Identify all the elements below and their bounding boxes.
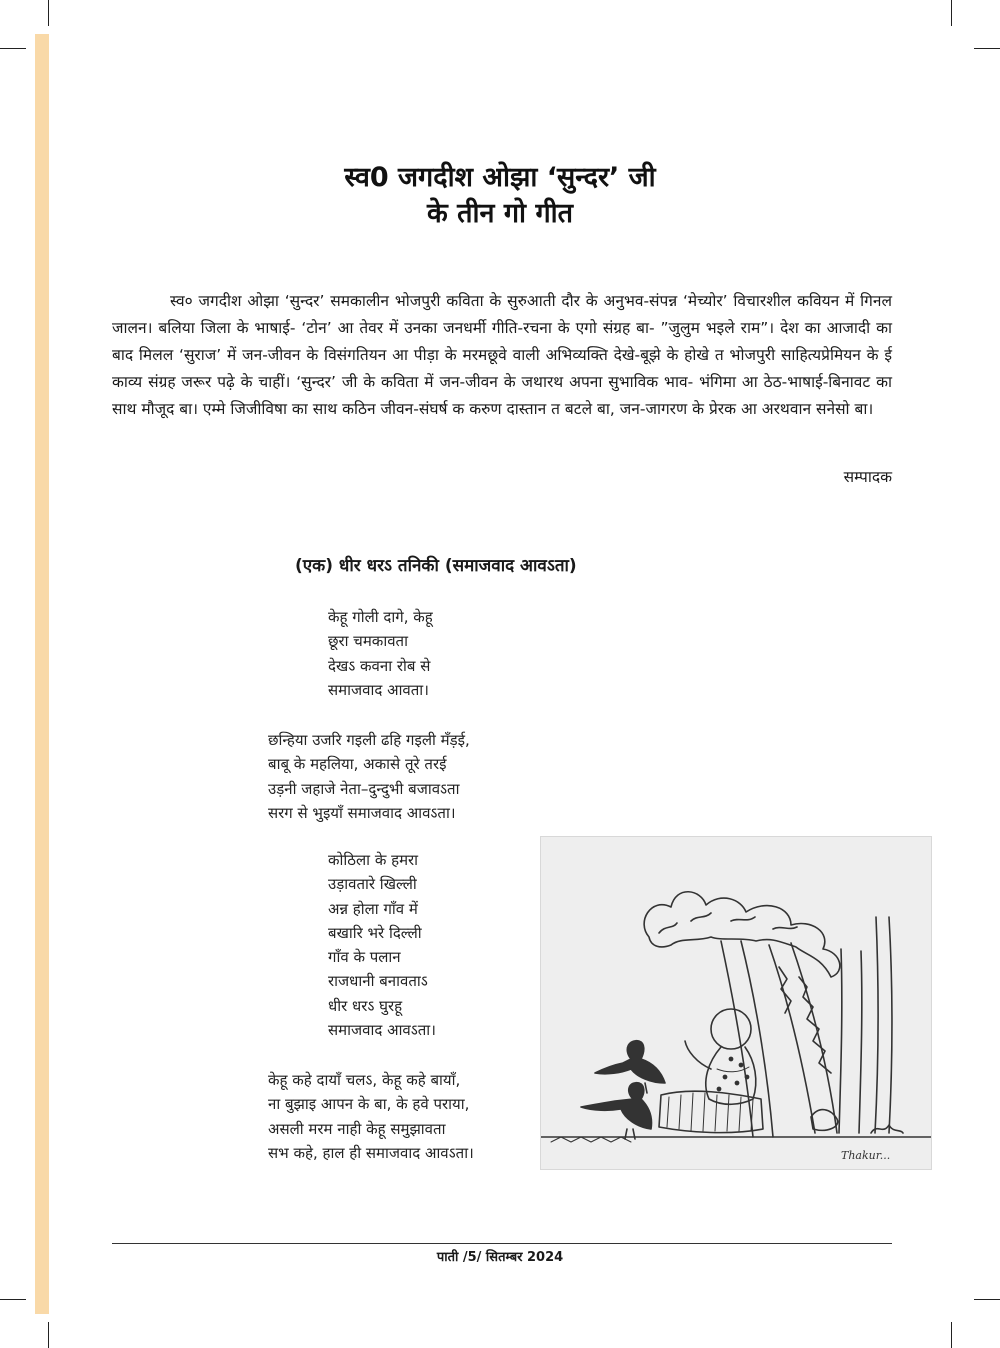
poem-line: बखारि भरे दिल्ली <box>328 923 422 942</box>
poem-line: कोठिला के हमरा <box>328 851 419 869</box>
crop-mark <box>0 1299 26 1300</box>
poem-line: अन्न होला गाँव में <box>328 899 418 918</box>
margin-color-bar <box>35 34 49 1314</box>
poem-line: उड़नी जहाजे नेता–दुन्दुभी बजावऽता <box>268 779 460 798</box>
sketch-artist-signature: Thakur... <box>841 1149 891 1162</box>
poem-line: छूरा चमकावता <box>328 632 408 651</box>
poem-title: (एक) धीर धरऽ तनिकी (समाजवाद आवऽता) <box>295 556 577 576</box>
poem-line: उड़ावतारे खिल्ली <box>328 875 417 894</box>
poem-line: छन्हिया उजरि गइली ढहि गइली मँड़ई, <box>268 731 470 749</box>
poem-line: समाजवाद आवऽता। <box>328 1021 436 1040</box>
poem-line: समाजवाद आवता। <box>328 680 429 699</box>
crop-mark <box>0 48 26 49</box>
poem-line: राजधानी बनावताऽ <box>328 972 428 991</box>
sketch-tree-trunk <box>839 949 842 1133</box>
poem-line: बाबू के महलिया, अकासे तूरे तरई <box>268 755 447 774</box>
sketch-crow <box>581 1083 652 1129</box>
crop-mark <box>951 0 952 26</box>
crop-mark <box>48 0 49 26</box>
page-footer: पाती /5/ सितम्बर 2024 <box>436 1250 564 1265</box>
sketch-tree-trunk <box>875 917 878 1133</box>
crop-mark <box>48 1322 49 1348</box>
page-title-line-1: स्व0 जगदीश ओझा ‘सुन्दर’ जी <box>344 162 656 193</box>
poem-line: धीर धरऽ घुरहू <box>328 996 403 1015</box>
sketch-drawing <box>541 837 931 1169</box>
poem-line: सरग से भुइयाँ समाजवाद आवऽता। <box>268 803 456 822</box>
intro-paragraph: स्व० जगदीश ओझा ‘सुन्दर’ समकालीन भोजपुरी कविता के सुरुआती दौर के अनुभव-संपन्न ‘मेच्योर’ विचारशील कवियन में गिनल जालन। बलिया जिला के भाषाई- ‘टोन’ आ तेवर में उनका जनधर्मी गीति-रचना के एगो संग्रह बा- ”जुलुम भइले राम”। देश का आजादी का बाद मिलल ‘सुराज’ में जन-जीवन के विसंगतियन आ पीड़ा के मरमछूवे वाली अभिव्यक्ति देखे-बूझे के होखे त भोजपुरी साहित्यप्रेमियन के ई काव्य संग्रह जरूर पढ़े के चाहीं। ‘सुन्दर’ जी के कविता में जन-जीवन के जथारथ अपना सुभाविक भाव- भंगिमा आ ठेठ-भाषाई-बिनावट का साथ मौजूद बा। एम्मे जिजीविषा का साथ कठिन जीवन-संघर्ष क करुण दास्तान त बटले बा, जन-जागरण के प्रेरक आ अरथवान सनेसो बा। <box>112 292 892 418</box>
poem-stanza-1 <box>328 605 433 702</box>
sketch-figure-head <box>711 1009 751 1049</box>
crop-mark <box>974 48 1000 49</box>
page-title <box>150 160 850 232</box>
sketch-tree-trunk <box>769 945 815 1133</box>
sketch-illustration <box>540 836 932 1170</box>
editor-signature: सम्पादक <box>843 468 892 486</box>
poem-line: गाँव के पलान <box>328 948 401 967</box>
poem-line: देखऽ कवना रोब से <box>328 656 431 675</box>
footer-rule <box>112 1243 892 1244</box>
poem-line: केहू कहे दायाँ चलऽ, केहू कहे बायाँ, <box>268 1071 461 1089</box>
page-title-line-2: के तीन गो गीत <box>426 198 574 229</box>
sketch-figure-skirt <box>659 1091 763 1132</box>
poem-stanza-3 <box>328 848 436 1042</box>
crop-mark <box>974 1299 1000 1300</box>
poem-line: सभ कहे, हाल ही समाजवाद आवऽता। <box>268 1143 474 1162</box>
poem-line: ना बुझाइ आपन के बा, के हवे पराया, <box>268 1095 470 1114</box>
poem-stanza-2 <box>268 728 470 825</box>
poem-stanza-4 <box>268 1068 474 1165</box>
poem-line: असली मरम नाही केहू समुझावता <box>268 1119 446 1138</box>
sketch-foliage <box>644 892 840 977</box>
crop-mark <box>951 1322 952 1348</box>
poem-line: केहू गोली दागे, केहू <box>328 608 433 626</box>
sketch-crow <box>595 1041 665 1083</box>
